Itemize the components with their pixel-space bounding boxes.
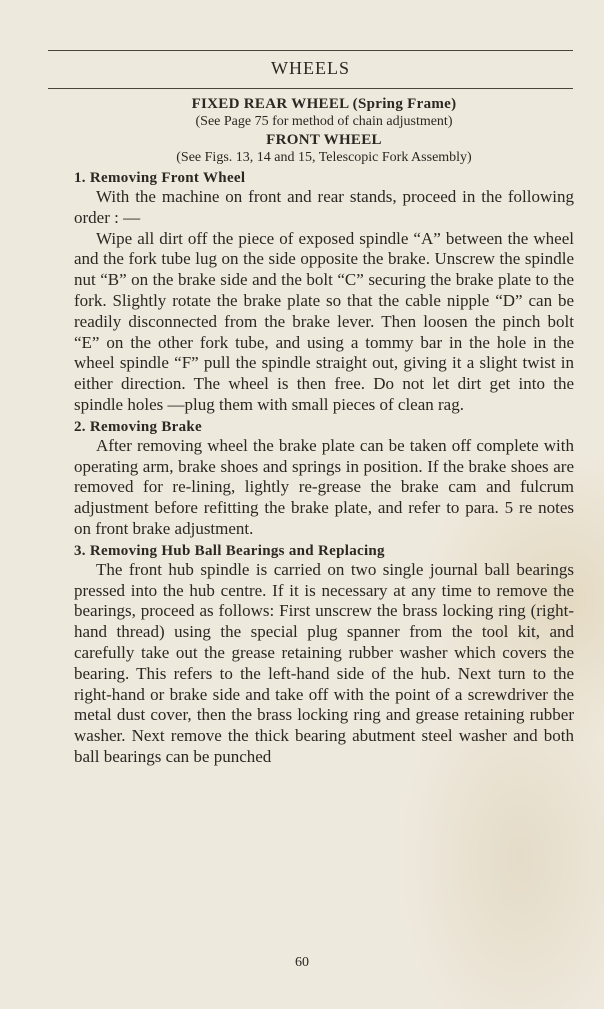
- section-body: [74, 436, 574, 540]
- section-hub-ball-bearings: [74, 542, 574, 768]
- page-content: [74, 95, 574, 768]
- header-rule-bottom: [48, 88, 573, 89]
- paragraph: With the machine on front and rear stands, proceed in the following order : —: [74, 187, 574, 227]
- section-removing-front-wheel: [74, 169, 574, 416]
- section-body: [74, 187, 574, 416]
- fork-assembly-note: (See Figs. 13, 14 and 15, Telescopic Fork Assembly): [176, 150, 472, 165]
- section-body: [74, 560, 574, 768]
- page-header-title: WHEELS: [271, 58, 350, 78]
- paragraph: Wipe all dirt off the piece of exposed spindle “A” between the wheel and the fork tube lug on the side opposite the brake. Unscrew the spindle nut “B” on the brake side and the bolt “C” securing the brake plate to the fork. Slightly rotate the brake plate so that the cable nipple “D” can be readily disconnected from the brake lever. Then loosen the pinch bolt “E” on the other fork tube, and using a tommy bar in the hole in the wheel spindle “F” pull the spindle straight out, giving it a slight twist in either direction. The wheel is then free. Do not let dirt get into the spindle holes —plug them with small pieces of clean rag.: [74, 228, 574, 414]
- section-title: 1. Removing Front Wheel: [74, 170, 246, 186]
- fixed-rear-wheel-heading: FIXED REAR WHEEL (Spring Frame): [191, 96, 457, 112]
- section-title: 2. Removing Brake: [74, 418, 203, 435]
- page-number: 60: [295, 955, 309, 970]
- paragraph: After removing wheel the brake plate can be taken off complete with operating arm, brake shoes and springs in position. If the brake shoes are removed for re-lining, lightly re-grease the brake cam and fulcrum adjustment before refitting the brake plate, and refer to para. 5 re notes on front brake adjustment.: [74, 435, 574, 538]
- front-wheel-heading: FRONT WHEEL: [266, 132, 382, 148]
- section-removing-brake: [74, 418, 574, 540]
- header-rule-top: [48, 50, 573, 51]
- section-title: 3. Removing Hub Ball Bearings and Replacing: [74, 542, 385, 559]
- paragraph: The front hub spindle is carried on two single journal ball bearings pressed into the hub centre. If it is necessary at any time to remove the bearings, proceed as follows: First unscrew the brass locking ring (right-hand thread) using the special plug spanner from the tool kit, and carefully take out the grease retaining rubber washer which covers the bearing. This refers to the left-hand side of the hub. Next turn to the right-hand or brake side and take off with the point of a screwdriver the metal dust cover, then the brass locking ring and grease retaining rubber washer. Next remove the thick bearing abutment steel washer and both ball bearings can be punched: [74, 559, 574, 766]
- chain-adjustment-note: (See Page 75 for method of chain adjustment): [195, 114, 453, 129]
